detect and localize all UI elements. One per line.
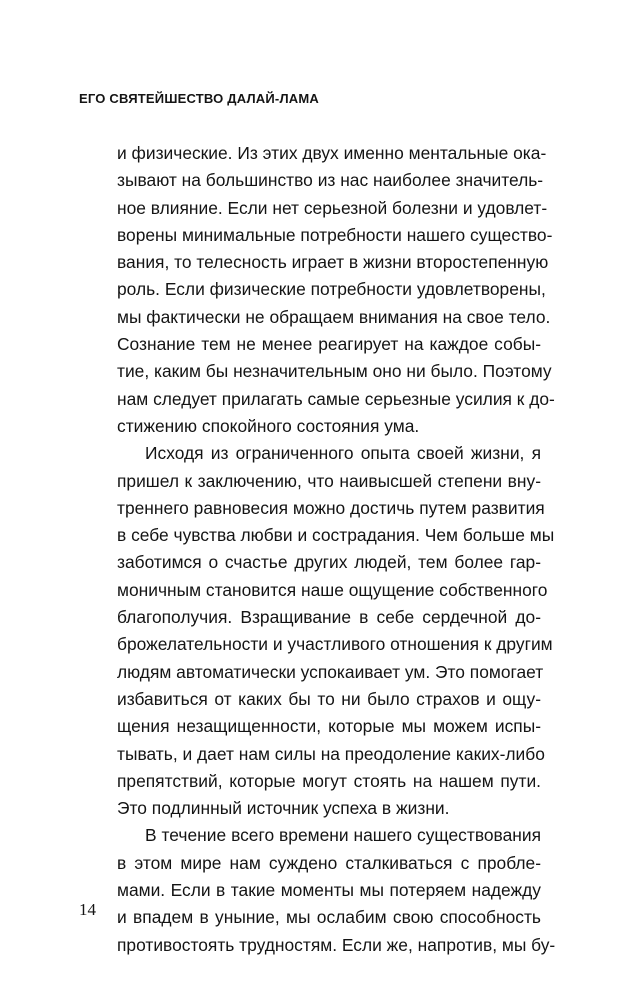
text-line: щения незащищенности, которые мы можем испы-	[117, 716, 541, 737]
text-line: моничным становится наше ощущение собственного	[117, 579, 548, 600]
text-line: мами. Если в такие моменты мы потеряем надежду	[117, 880, 541, 901]
text-line: пришел к заключению, что наивысшей степени вну-	[117, 470, 541, 491]
body-text	[117, 140, 556, 959]
text-line: Это подлинный источник успеха в жизни.	[117, 798, 450, 819]
text-line: противостоять трудностям. Если же, напротив, мы бу-	[117, 934, 556, 955]
text-line: вания, то телесность играет в жизни второстепенную	[117, 252, 549, 273]
text-line: ное влияние. Если нет серьезной болезни и удовлет-	[117, 197, 548, 218]
text-line: тывать, и дает нам силы на преодоление каких-либо	[117, 743, 545, 764]
text-line: ворены минимальные потребности нашего существо-	[117, 224, 553, 245]
text-line: благополучия. Взращивание в себе сердечной до-	[117, 607, 541, 628]
text-line: в этом мире нам суждено сталкиваться с пробле-	[117, 852, 541, 873]
text-line: стижению спокойного состояния ума.	[117, 415, 420, 436]
paragraph	[117, 822, 556, 958]
paragraph	[117, 140, 555, 440]
text-line: нам следует прилагать самые серьезные усилия к до-	[117, 388, 555, 409]
page-number: 14	[79, 900, 96, 919]
paragraph	[117, 440, 555, 822]
text-line: избавиться от каких бы то ни было страхов и ощу-	[117, 688, 541, 709]
text-line: зывают на большинство из нас наиболее значитель-	[117, 170, 544, 191]
text-line: заботимся о счастье других людей, тем более гар-	[117, 552, 541, 573]
running-head: ЕГО СВЯТЕЙШЕСТВО ДАЛАЙ-ЛАМА	[79, 91, 319, 106]
text-line: брожелательности и участливого отношения к другим	[117, 634, 553, 655]
text-line: мы фактически не обращаем внимания на свое тело.	[117, 306, 551, 327]
text-line: В течение всего времени нашего существования	[145, 825, 541, 846]
text-line: треннего равновесия можно достичь путем развития	[117, 497, 545, 518]
text-line: препятствий, которые могут стоять на нашем пути.	[117, 770, 541, 791]
text-line: роль. Если физические потребности удовлетворены,	[117, 279, 546, 300]
text-line: Исходя из ограниченного опыта своей жизни, я	[145, 443, 541, 464]
text-line: людям автоматически успокаивает ум. Это помогает	[117, 661, 544, 682]
text-line: и впадем в уныние, мы ослабим свою способность	[117, 907, 541, 928]
text-line: в себе чувства любви и сострадания. Чем больше мы	[117, 525, 555, 546]
text-line: и физические. Из этих двух именно ментальные ока-	[117, 143, 547, 163]
text-line: Сознание тем не менее реагирует на каждое собы-	[117, 334, 541, 355]
text-line: тие, каким бы незначительным оно ни было. Поэтому	[117, 361, 552, 382]
